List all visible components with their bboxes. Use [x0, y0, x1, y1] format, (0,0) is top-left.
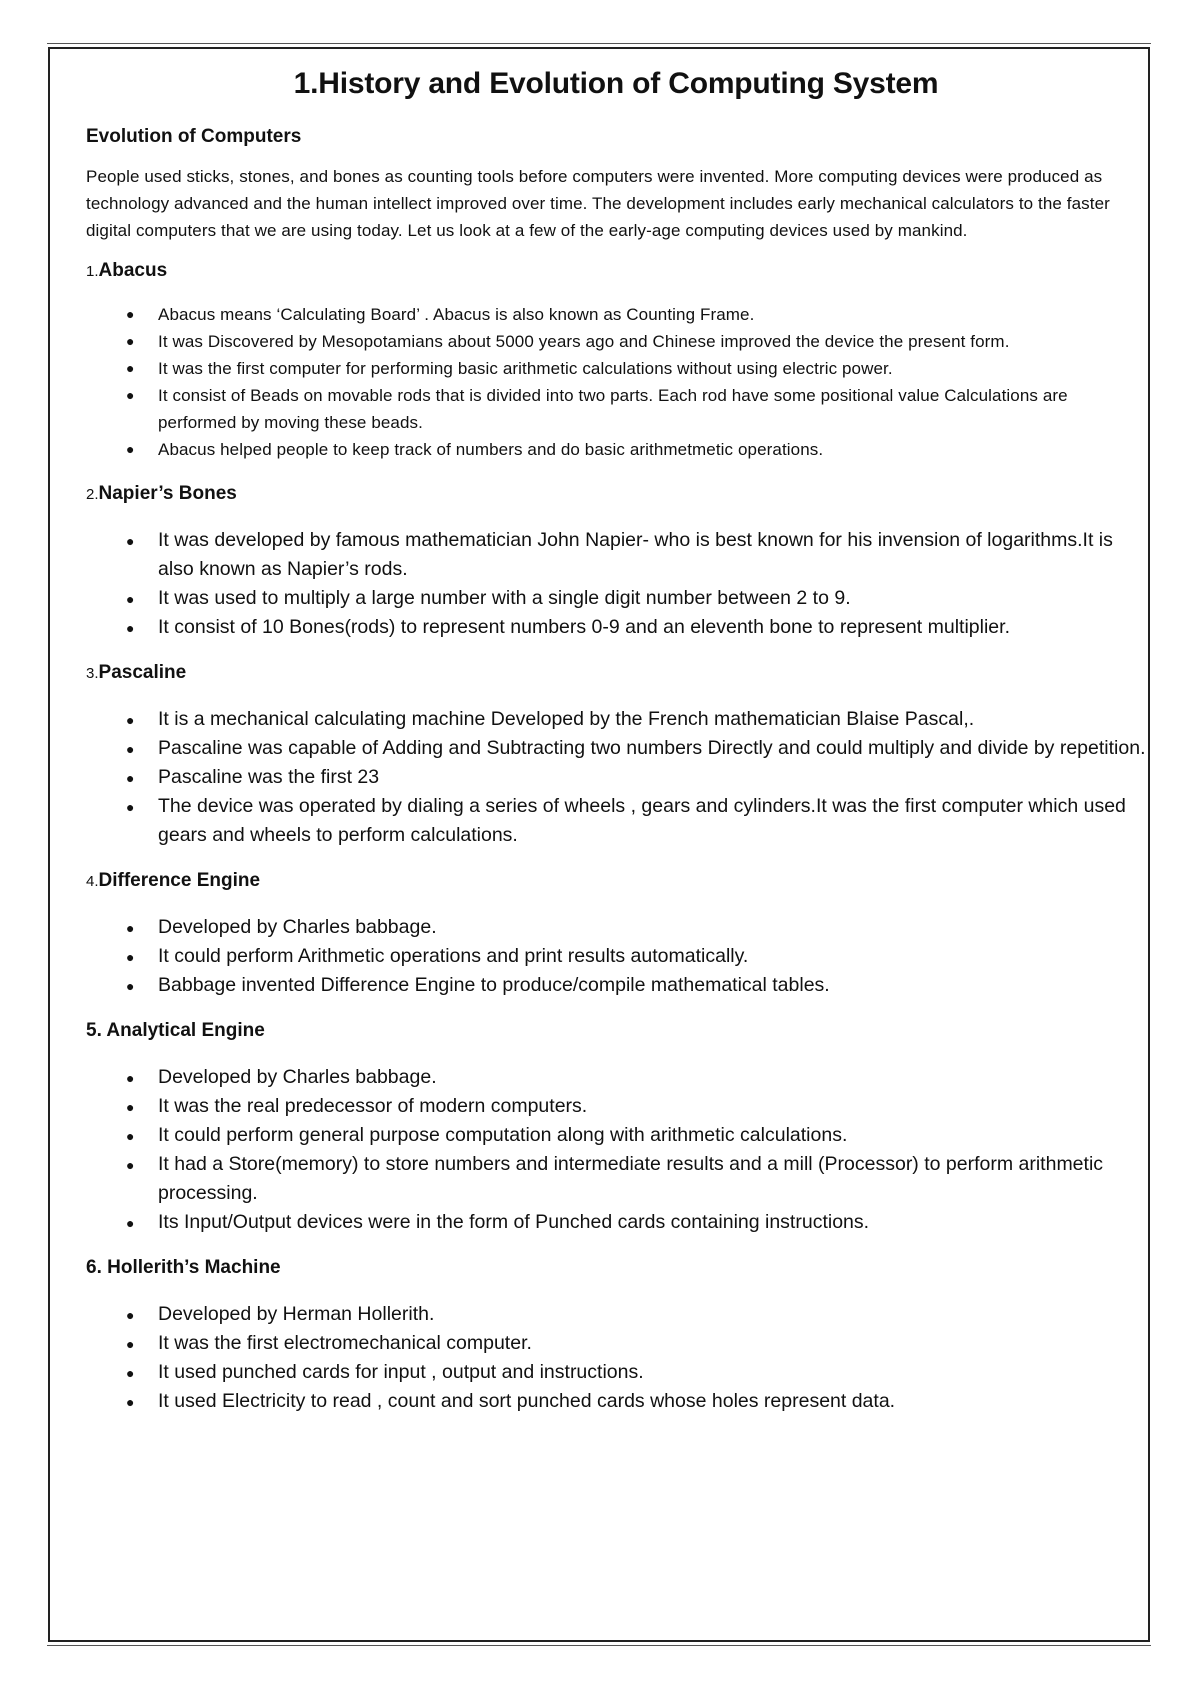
list-item: ● Abacus means ‘Calculating Board’ . Abacus is also known as Counting Frame.: [86, 301, 1146, 328]
section-title: [86, 658, 1146, 689]
bullet-list: [86, 705, 1146, 850]
bullet-icon: ●: [126, 1394, 135, 1410]
bullet-icon: ●: [126, 1365, 135, 1381]
section-title: [86, 866, 1146, 897]
bullet-icon: ●: [126, 441, 135, 457]
bullet-icon: ●: [126, 1128, 135, 1144]
section-title-text: 5. Analytical Engine: [86, 1020, 265, 1041]
list-item: ● It had a Store(memory) to store numbers and intermediate results and a mill (Processor) to perform arithmetic processing.: [126, 1153, 1104, 1204]
bullet-list: [86, 1300, 1146, 1416]
list-item: ● Its Input/Output devices were in the form of Punched cards containing instructions.: [86, 1208, 1146, 1237]
list-item: ● It was used to multiply a large number with a single digit number between 2 to 9.: [86, 584, 1146, 613]
bullet-icon: ●: [126, 1070, 135, 1086]
evolution-subheading: Evolution of Computers: [86, 126, 302, 147]
bullet-icon: ●: [126, 333, 135, 349]
section-title-text: Abacus: [98, 260, 168, 281]
section-title-text: Difference Engine: [98, 870, 261, 891]
bullet-icon: ●: [126, 1099, 135, 1115]
section-number: 1.: [86, 263, 99, 280]
list-item: ● It was developed by famous mathematician John Napier- who is best known for his invension of logarithms.It is also known as Napier’s rods.: [126, 529, 1113, 580]
list-item: ● Developed by Charles babbage.: [86, 913, 1146, 942]
section-difference-engine: [86, 866, 1146, 1000]
bullet-icon: ●: [126, 1215, 135, 1231]
list-item: ● Pascaline was capable of Adding and Subtracting two numbers Directly and could multiply and divide by repetition.: [86, 734, 1146, 763]
list-item: ● Babbage invented Difference Engine to produce/compile mathematical tables.: [86, 971, 1146, 1000]
bullet-icon: ●: [126, 1307, 135, 1323]
section-holleriths-machine: [86, 1253, 1146, 1416]
bullet-icon: ●: [126, 387, 135, 403]
bullet-icon: ●: [126, 1157, 135, 1173]
bullet-list: [86, 1063, 1146, 1237]
bullet-icon: ●: [126, 799, 135, 815]
section-abacus: [86, 256, 1146, 463]
section-title: [86, 479, 1146, 510]
list-item: ● It used punched cards for input , output and instructions.: [86, 1358, 1146, 1387]
bullet-icon: ●: [126, 591, 135, 607]
bullet-icon: ●: [126, 1336, 135, 1352]
section-analytical-engine: [86, 1016, 1146, 1237]
bullet-icon: ●: [126, 360, 135, 376]
document-body: [86, 58, 1146, 1416]
section-number: 3.: [86, 665, 99, 682]
bullet-icon: ●: [126, 741, 135, 757]
bullet-icon: ●: [126, 949, 135, 965]
list-item: ● It could perform general purpose computation along with arithmetic calculations.: [86, 1121, 1146, 1150]
section-title: [86, 256, 1146, 287]
section-title-text: Napier’s Bones: [98, 483, 237, 504]
bullet-icon: ●: [126, 712, 135, 728]
bullet-icon: ●: [126, 306, 135, 322]
bullet-list: [86, 301, 1146, 463]
list-item: ● Developed by Charles babbage.: [86, 1063, 1146, 1092]
list-item: ● It consist of 10 Bones(rods) to represent numbers 0-9 and an eleventh bone to represent multiplier.: [86, 613, 1146, 642]
bullet-icon: ●: [126, 920, 135, 936]
list-item: ● It consist of Beads on movable rods that is divided into two parts. Each rod have some positional value Calculations are performed by moving these beads.: [86, 382, 1146, 436]
list-item: ● It was Discovered by Mesopotamians about 5000 years ago and Chinese improved the device the present form.: [86, 328, 1146, 355]
list-item: ● It could perform Arithmetic operations and print results automatically.: [86, 942, 1146, 971]
section-title-text: Pascaline: [98, 662, 187, 683]
bullet-list: [86, 526, 1146, 642]
section-title: [86, 1016, 1146, 1047]
bullet-icon: ●: [126, 533, 135, 549]
list-item: ● It was the real predecessor of modern computers.: [86, 1092, 1146, 1121]
section-title-text: 6. Hollerith’s Machine: [86, 1257, 281, 1278]
section-number: 2.: [86, 486, 99, 503]
bullet-icon: ●: [126, 978, 135, 994]
section-napiers-bones: [86, 479, 1146, 642]
list-item: ● It was the first electromechanical computer.: [86, 1329, 1146, 1358]
list-item: ● Pascaline was the first 23: [86, 763, 1146, 792]
list-item: ● Developed by Herman Hollerith.: [86, 1300, 1146, 1329]
section-number: 4.: [86, 873, 99, 890]
bullet-list: [86, 913, 1146, 1000]
list-item: ● It used Electricity to read , count and sort punched cards whose holes represent data.: [86, 1387, 1146, 1416]
list-item: ● The device was operated by dialing a series of wheels , gears and cylinders.It was the first computer which used gears and wheels to perform calculations.: [126, 795, 1126, 846]
list-item: ● It is a mechanical calculating machine Developed by the French mathematician Blaise Pascal,.: [86, 705, 1146, 734]
bullet-icon: ●: [126, 620, 135, 636]
section-pascaline: [86, 658, 1146, 850]
page-title: 1.History and Evolution of Computing System: [293, 67, 939, 100]
section-title: [86, 1253, 1146, 1284]
list-item: ● It was the first computer for performing basic arithmetic calculations without using electric power.: [86, 355, 1146, 382]
bullet-icon: ●: [126, 770, 135, 786]
list-item: ● Abacus helped people to keep track of numbers and do basic arithmetmetic operations.: [86, 436, 1146, 463]
intro-paragraph: People used sticks, stones, and bones as counting tools before computers were invented. More computing devices were produced as technology advanced and the human intellect improved over time. The development includes early mechanical calculators to the faster digital computers that we are using today. Let us look at a few of the early-age computing devices used by mankind.: [86, 167, 1110, 240]
